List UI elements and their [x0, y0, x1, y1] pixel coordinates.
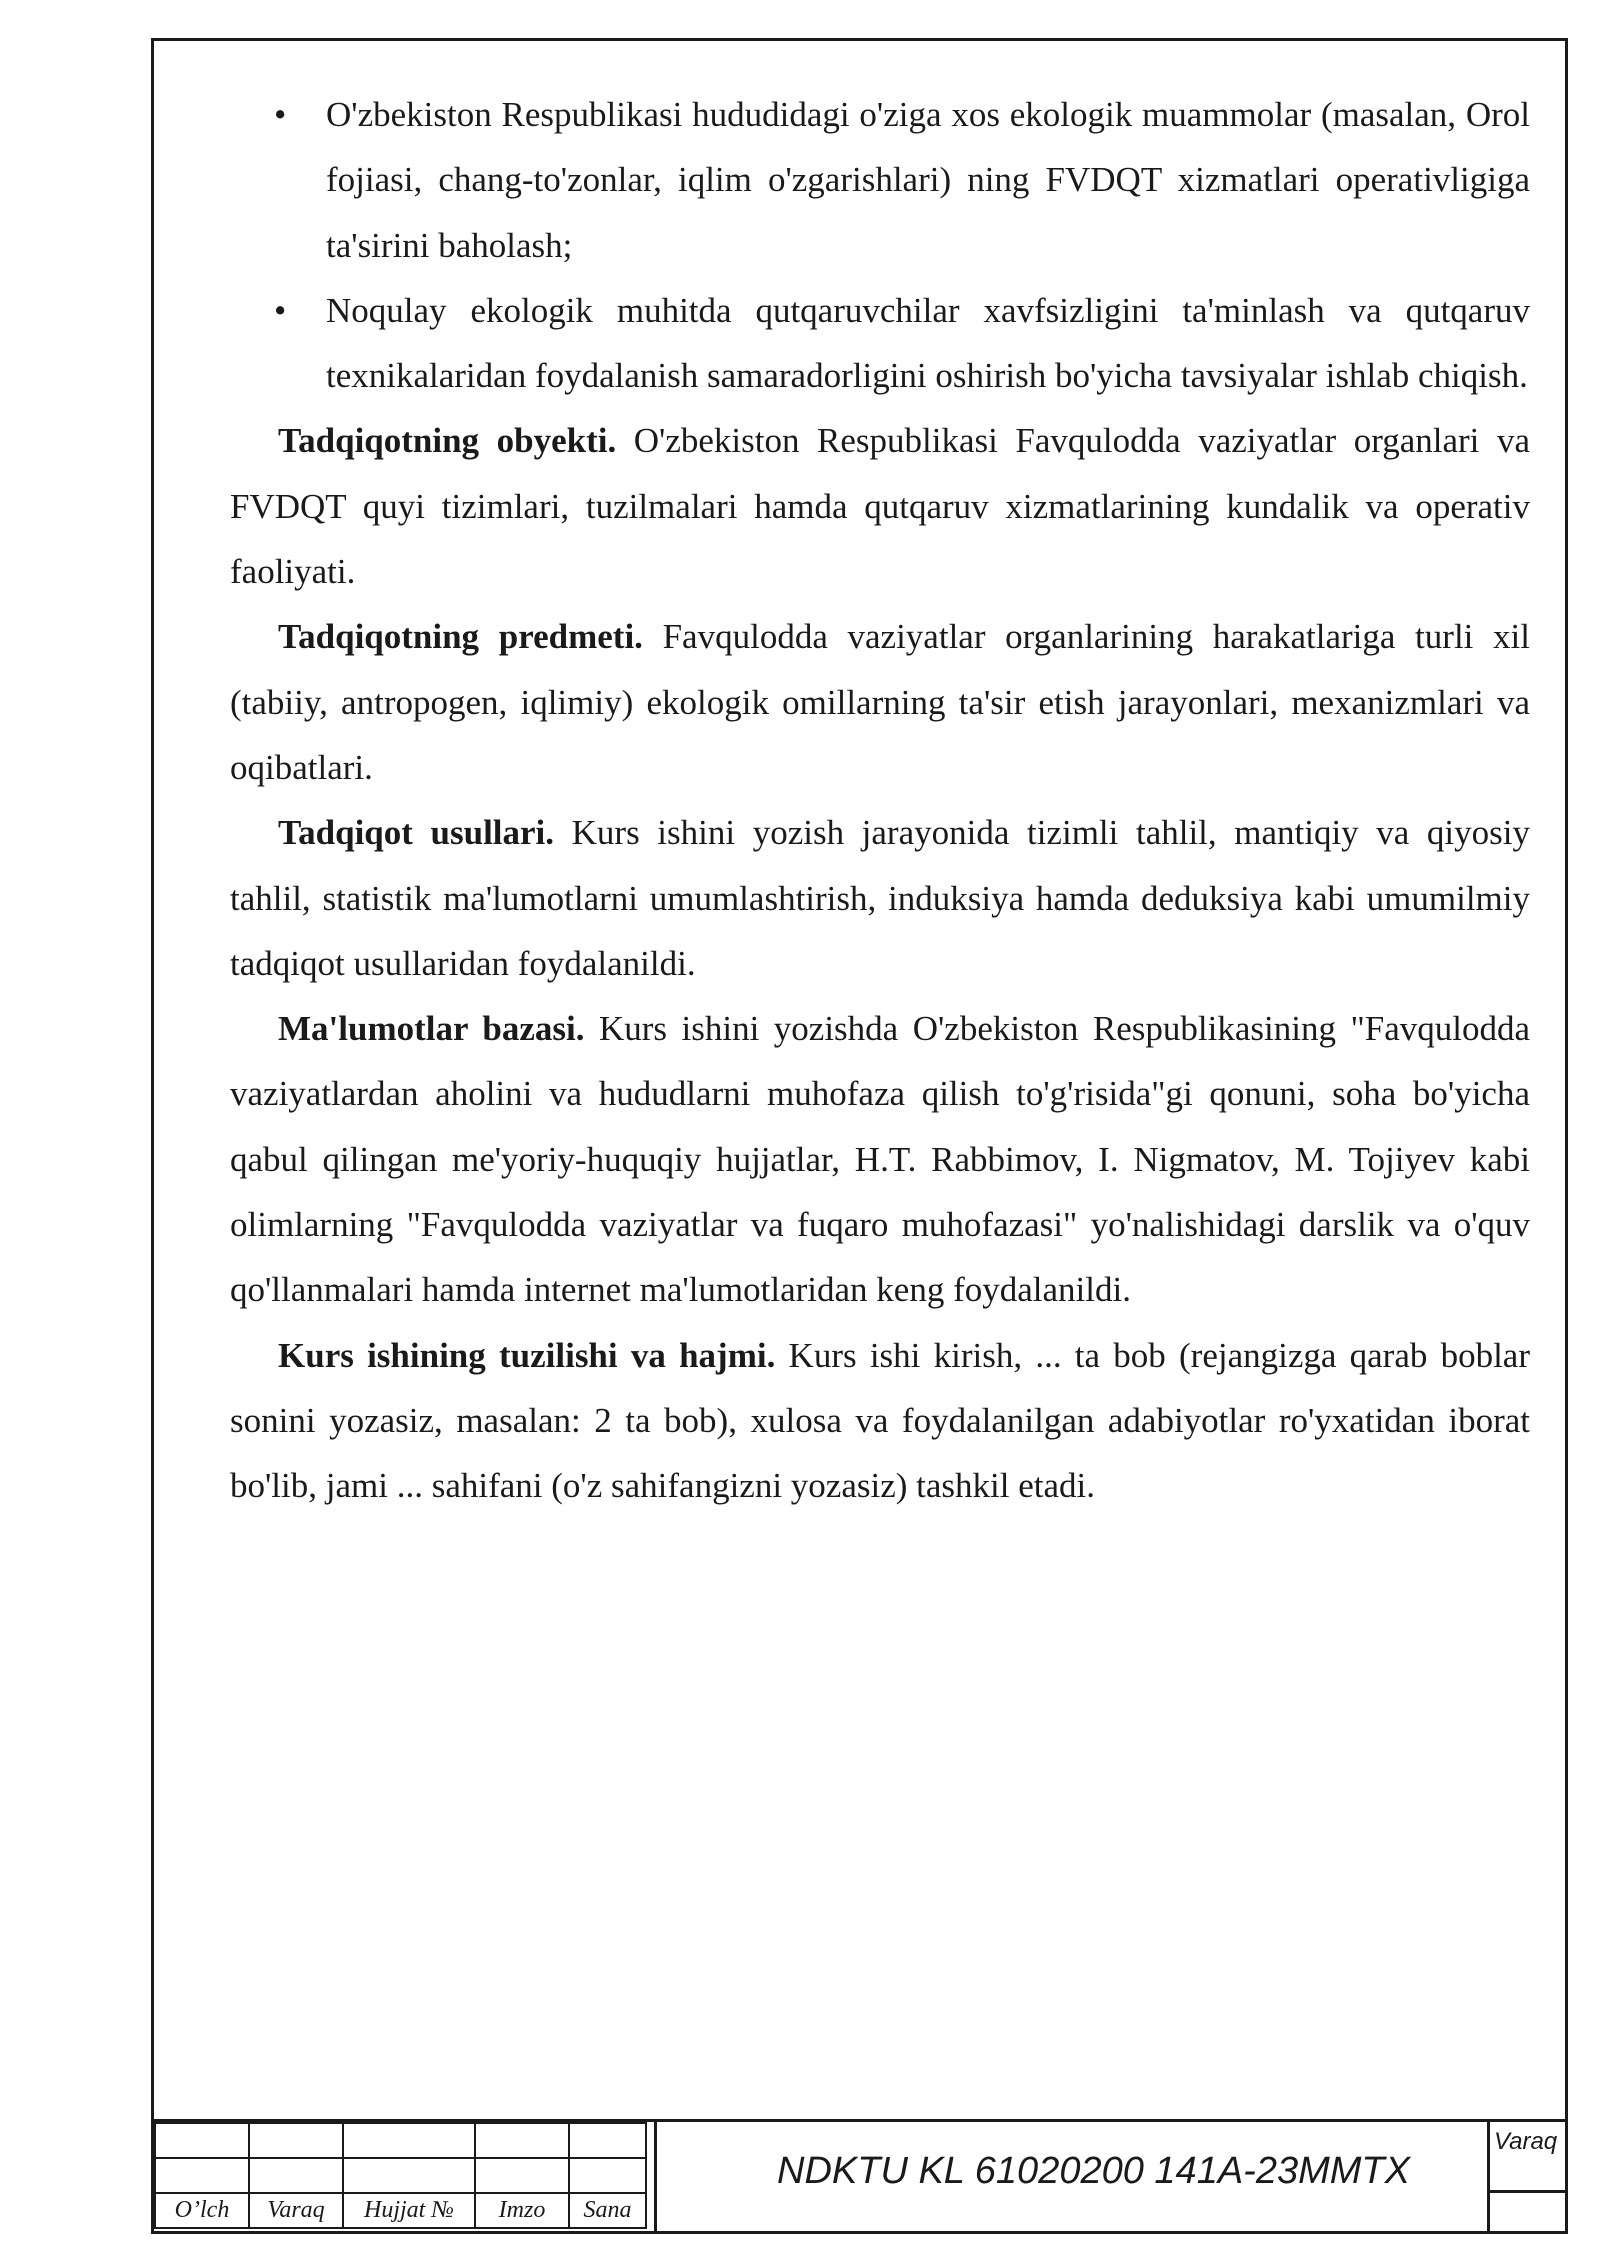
sheet-label: Varaq	[1494, 2128, 1558, 2155]
list-item	[230, 278, 1530, 409]
paragraph-heading: Tadqiqotning obyekti.	[278, 421, 617, 461]
revision-cell	[343, 2123, 475, 2158]
paragraph-heading: Ma'lumotlar bazasi.	[278, 1009, 585, 1049]
paragraph-subject	[230, 604, 1530, 800]
paragraph-database	[230, 996, 1530, 1322]
sheet-divider	[1490, 2190, 1565, 2193]
revision-cell	[569, 2158, 646, 2193]
revision-cell	[249, 2123, 343, 2158]
sheet-number-box	[1487, 2122, 1565, 2234]
list-item-text: Noqulay ekologik muhitda qutqaruvchilar xavfsizligini ta'minlash va qutqaruv texnikalaridan foydalanish samaradorligini oshirish bo'yicha tavsiyalar ishlab chiqish.	[326, 290, 1530, 396]
revision-cell	[569, 2123, 646, 2158]
paragraph-structure	[230, 1323, 1530, 1519]
paragraph-heading: Tadqiqotning predmeti.	[278, 617, 643, 657]
paragraph-methods	[230, 800, 1530, 996]
bullet-icon: •	[274, 290, 287, 330]
revision-cell	[155, 2158, 249, 2193]
revision-cell	[475, 2123, 569, 2158]
objectives-list	[230, 82, 1530, 408]
document-code: NDKTU KL 61020200 141A-23MMTX	[777, 2150, 1410, 2192]
column-label-sana: Sana	[569, 2193, 646, 2228]
column-label-imzo: Imzo	[475, 2193, 569, 2228]
paragraph-heading: Tadqiqot usullari.	[278, 813, 555, 853]
column-label-olch: O’lch	[155, 2193, 249, 2228]
revision-cell	[249, 2158, 343, 2193]
title-block	[151, 2122, 1568, 2234]
revision-table	[154, 2122, 647, 2229]
paragraph-text: Favqulodda vaziyatlar organlarining harakatlariga turli xil (tabiiy, antropogen, iqlimiy) ekologik omillarning ta'sir etish jarayonlari, mexanizmlari va oqibatlari.	[230, 617, 1531, 787]
document-code-cell	[654, 2122, 1600, 2234]
document-body	[230, 82, 1530, 1519]
paragraph-heading: Kurs ishining tuzilishi va hajmi.	[278, 1335, 776, 1375]
column-label-hujjat: Hujjat №	[343, 2193, 475, 2228]
paragraph-text: Kurs ishi kirish, ... ta bob (rejangizga qarab boblar sonini yozasiz, masalan: 2 ta bob), xulosa va foydalanilgan adabiyotlar ro'yxatidan iborat bo'lib, jami ... sahifani (o'z sahifangizni yozasiz) tashkil etadi.	[230, 1335, 1531, 1506]
paragraph-object	[230, 408, 1530, 604]
paragraph-text: Kurs ishini yozishda O'zbekiston Respublikasining "Favqulodda vaziyatlardan aholini va hududlarni muhofaza qilish to'g'risida"gi qonuni, soha bo'yicha qabul qilingan me'yoriy-huquqiy hujjatlar, H.T. Rabbimov, I. Nigmatov, M. Tojiyev kabi olimlarning "Favqulodda vaziyatlar va fuqaro muhofazasi" yo'nalishidagi darslik va o'quv qo'llanmalari hamda internet ma'lumotlaridan keng foydalanildi.	[230, 1009, 1531, 1310]
revision-cell	[343, 2158, 475, 2193]
column-label-varaq: Varaq	[249, 2193, 343, 2228]
paragraph-text: O'zbekiston Respublikasi Favqulodda vaziyatlar organlari va FVDQT quyi tizimlari, tuzilmalari hamda qutqaruv xizmatlarining kundalik va operativ faoliyati.	[230, 421, 1530, 592]
revision-cell	[155, 2123, 249, 2158]
bullet-icon: •	[274, 95, 287, 134]
paragraph-text: Kurs ishini yozish jarayonida tizimli tahlil, mantiqiy va qiyosiy tahlil, statistik ma'lumotlarni umumlashtirish, induksiya hamda deduksiya kabi umumilmiy tadqiqot usullaridan foydalanildi.	[230, 813, 1531, 983]
list-item	[230, 82, 1530, 278]
list-item-text: O'zbekiston Respublikasi hududidagi o'ziga xos ekologik muammolar (masalan, Orol fojiasi, chang-to'zonlar, iqlim o'zgarishlari) ning FVDQT xizmatlari operativligiga ta'sirini baholash;	[326, 95, 1530, 265]
revision-cell	[475, 2158, 569, 2193]
